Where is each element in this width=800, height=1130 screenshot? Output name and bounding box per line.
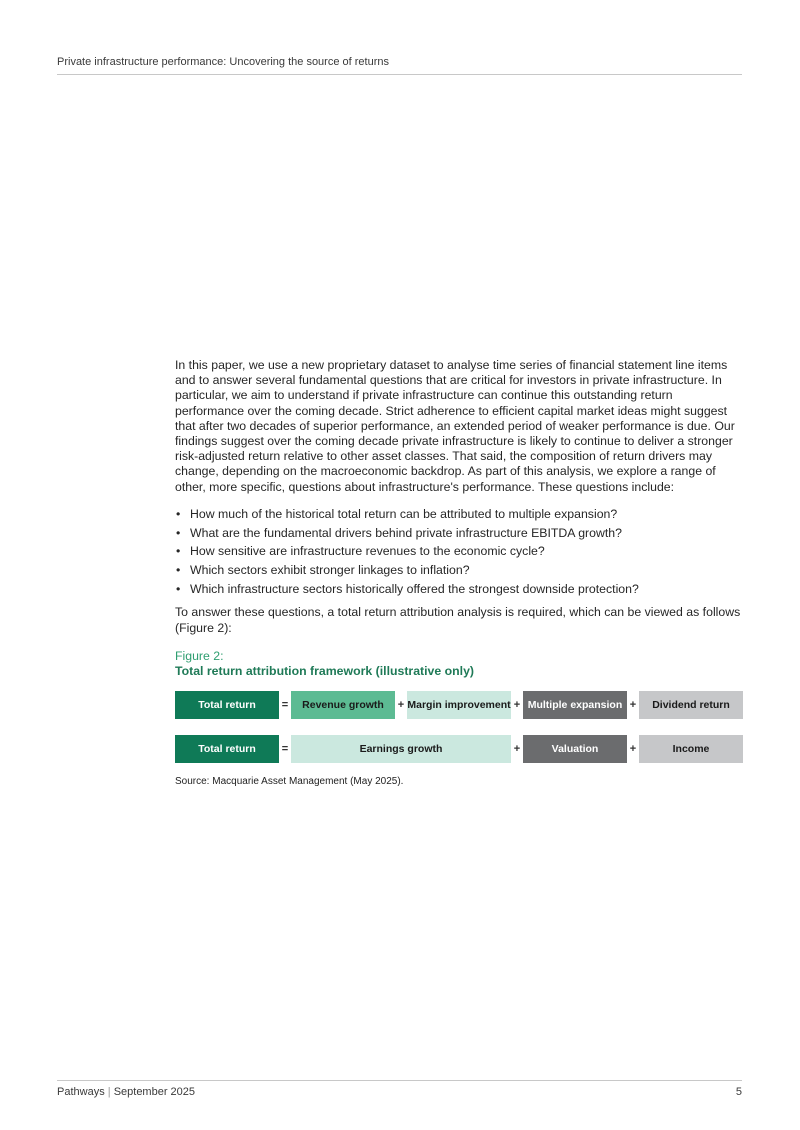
- footer-publication: [57, 1086, 195, 1098]
- multiple-expansion-box: Multiple expansion: [523, 691, 627, 719]
- income-box: Income: [639, 735, 743, 763]
- revenue-growth-box: Revenue growth: [291, 691, 395, 719]
- question-text: Which sectors exhibit stronger linkages to inflation?: [190, 562, 470, 577]
- running-header: Private infrastructure performance: Uncovering the source of returns: [57, 56, 389, 68]
- total-return-box: Total return: [175, 735, 279, 763]
- main-content: [175, 358, 745, 679]
- question-text: Which infrastructure sectors historically offered the strongest downside protection?: [190, 581, 639, 596]
- page-number: 5: [735, 1086, 742, 1098]
- questions-list: [175, 505, 745, 599]
- publication-name: Pathways: [57, 1086, 105, 1098]
- footer-separator: |: [107, 1086, 111, 1098]
- total-return-box: Total return: [175, 691, 279, 719]
- valuation-box: Valuation: [523, 735, 627, 763]
- question-text: How much of the historical total return can be attributed to multiple expansion?: [190, 506, 618, 521]
- bullet-icon: •: [176, 581, 181, 596]
- equals-operator: =: [281, 743, 289, 755]
- list-item: [175, 580, 745, 599]
- margin-improvement-box: Margin improvement: [407, 691, 511, 719]
- dividend-return-box: Dividend return: [639, 691, 743, 719]
- question-text: How sensitive are infrastructure revenues to the economic cycle?: [190, 544, 545, 559]
- equals-operator: =: [281, 699, 289, 711]
- bullet-icon: •: [176, 525, 181, 540]
- plus-operator: +: [629, 699, 637, 711]
- list-item: [175, 561, 745, 580]
- list-item: [175, 524, 745, 543]
- list-item: [175, 505, 745, 524]
- plus-operator: +: [513, 743, 521, 755]
- plus-operator: +: [629, 743, 637, 755]
- figure-title: Total return attribution framework (illustrative only): [175, 663, 475, 678]
- intro-paragraph: In this paper, we use a new proprietary dataset to analyse time series of financial statement line items and to answer several fundamental questions that are critical for investors in private infrastructure. In particular, we aim to understand if private infrastructure can continue this outstanding return performance over the coming decade. Strict adherence to efficient capital market ideas might suggest that after two decades of superior performance, an extended period of weaker performance is due. Our findings suggest over the coming decade private infrastructure is likely to continue to deliver a stronger risk-adjusted return relative to other asset classes. That said, the composition of return drivers may change, depending on the macroeconomic backdrop. As part of this analysis, we explore a range of other, more specific, questions about infrastructure's performance. These questions include:: [175, 358, 735, 494]
- outro-paragraph: To answer these questions, a total return attribution analysis is required, which can be viewed as follows (Figure 2):: [175, 605, 741, 635]
- bullet-icon: •: [176, 562, 181, 577]
- plus-operator: +: [513, 699, 521, 711]
- footer-divider: [57, 1080, 742, 1081]
- bullet-icon: •: [176, 544, 181, 559]
- list-item: [175, 542, 745, 561]
- header-divider: [57, 74, 742, 75]
- bullet-icon: •: [176, 506, 181, 521]
- publication-date: September 2025: [113, 1086, 196, 1098]
- earnings-growth-box: Earnings growth: [291, 735, 511, 763]
- return-attribution-diagram: [175, 691, 743, 764]
- figure-source: Source: Macquarie Asset Management (May 2025).: [175, 776, 404, 787]
- question-text: What are the fundamental drivers behind private infrastructure EBITDA growth?: [190, 525, 622, 540]
- plus-operator: +: [397, 699, 405, 711]
- figure-label: Figure 2:: [175, 648, 224, 663]
